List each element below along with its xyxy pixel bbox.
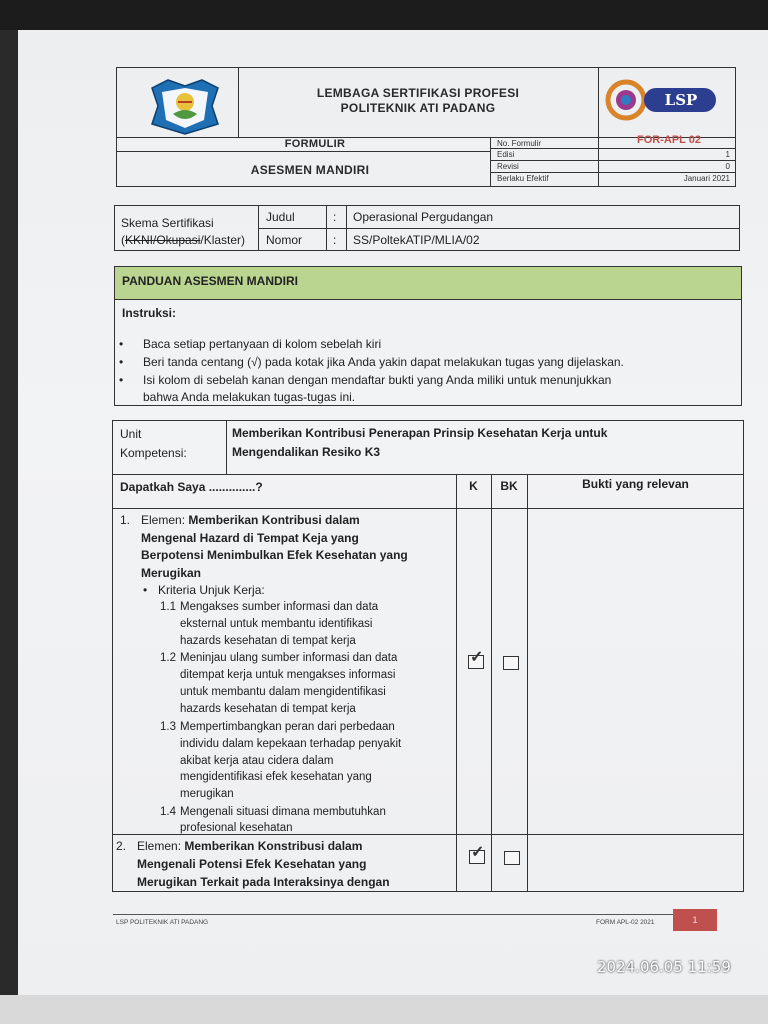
kuk-1-3-line3: akibat kerja atau cidera dalam xyxy=(180,755,334,767)
instruksi-label: Instruksi: xyxy=(122,306,177,320)
bullet-icon: • xyxy=(119,337,124,351)
check-mark-icon: ✓ xyxy=(471,844,485,861)
unit-label-line1: Unit xyxy=(120,427,142,441)
bullet-icon: • xyxy=(119,355,124,369)
bukti-column-header: Bukti yang relevan xyxy=(582,477,689,491)
politeknik-logo xyxy=(148,76,222,136)
instruction-item-1: Baca setiap pertanyaan di kolom sebelah kiri xyxy=(143,337,382,351)
bullet-icon: • xyxy=(143,583,148,597)
judul-colon: : xyxy=(333,210,337,224)
elemen-1-line1: Elemen: Memberikan Kontribusi dalam xyxy=(141,513,360,527)
footer-right-text: FORM APL-02 2021 xyxy=(596,919,655,926)
nomor-label: Nomor xyxy=(266,233,303,247)
elemen-1-line3: Berpotensi Menimbulkan Efek Kesehatan yang xyxy=(141,548,408,562)
kuk-1-3-line1: Mempertimbangkan peran dari perbedaan xyxy=(180,721,395,733)
kuk-1-2-line4: hazards kesehatan di tempat kerja xyxy=(180,703,356,715)
kuk-label: Kriteria Unjuk Kerja: xyxy=(158,583,265,597)
lsp-logo-text: LSP xyxy=(664,91,698,109)
edisi-value: 1 xyxy=(725,150,730,159)
panduan-title: PANDUAN ASESMEN MANDIRI xyxy=(122,274,299,288)
bullet-icon: • xyxy=(119,373,124,387)
org-name-line2: POLITEKNIK ATI PADANG xyxy=(340,101,496,115)
kuk-1-1-line3: hazards kesehatan di tempat kerja xyxy=(180,635,356,647)
elemen-2-line2: Mengenali Potensi Efek Kesehatan yang xyxy=(137,857,367,871)
instruction-item-3-cont: bahwa Anda melakukan tugas-tugas ini. xyxy=(143,390,356,404)
unit-label-line2: Kompetensi: xyxy=(120,446,187,460)
kuk-1-4-number: 1.4 xyxy=(160,806,176,818)
kuk-1-3-line4: mengidentifikasi efek kesehatan yang xyxy=(180,771,372,783)
elemen-1-number: 1. xyxy=(120,513,131,527)
kuk-1-2-line3: untuk membantu dalam mengidentifikasi xyxy=(180,686,386,698)
berlaku-label: Berlaku Efektif xyxy=(497,174,549,183)
kuk-1-1-number: 1.1 xyxy=(160,601,176,613)
judul-label: Judul xyxy=(266,210,295,224)
page-number-badge: 1 xyxy=(673,909,717,931)
form-title: ASESMEN MANDIRI xyxy=(250,163,370,177)
elemen-1-bk-checkbox[interactable] xyxy=(503,656,519,670)
kuk-1-2-line2: ditempat kerja untuk mengakses informasi xyxy=(180,669,396,681)
elemen-2-line3: Merugikan Terkait pada Interaksinya dengan xyxy=(137,875,390,889)
elemen-2-bk-checkbox[interactable] xyxy=(504,851,520,865)
kuk-1-1-line2: eksternal untuk membantu identifikasi xyxy=(180,618,373,630)
no-formulir-label: No. Formulir xyxy=(497,139,542,148)
k-column-header: K xyxy=(469,479,478,493)
elemen-2-line1: Elemen: Memberikan Konstribusi dalam xyxy=(137,839,363,853)
instruction-item-2: Beri tanda centang (√) pada kotak jika Anda yakin dapat melakukan tugas yang dijelaskan. xyxy=(143,355,624,369)
berlaku-value: Januari 2021 xyxy=(683,174,730,183)
kuk-1-4-line2: profesional kesehatan xyxy=(180,822,293,834)
elemen-1-bukti-cell[interactable] xyxy=(528,509,743,834)
kuk-1-2-number: 1.2 xyxy=(160,652,176,664)
kuk-1-3-line2: individu dalam kepekaan terhadap penyakit xyxy=(180,738,402,750)
skema-label-line1: Skema Sertifikasi xyxy=(121,216,214,230)
revisi-label: Revisi xyxy=(497,162,519,171)
kuk-1-3-line5: merugikan xyxy=(180,788,234,800)
kuk-1-2-line1: Meninjau ulang sumber informasi dan data xyxy=(180,652,398,664)
check-mark-icon: ✓ xyxy=(470,649,484,666)
form-code: FOR-APL 02 xyxy=(637,134,701,146)
skema-label-line2: (KKNI/Okupasi/Klaster) xyxy=(121,233,246,247)
judul-value: Operasional Pergudangan xyxy=(353,210,494,224)
elemen-1-line4: Merugikan xyxy=(141,566,202,580)
revisi-value: 0 xyxy=(725,162,730,171)
elemen-2-number: 2. xyxy=(116,839,127,853)
question-column-header: Dapatkah Saya ..............? xyxy=(120,480,263,494)
kuk-1-3-number: 1.3 xyxy=(160,721,176,733)
nomor-value: SS/PoltekATIP/MLIA/02 xyxy=(353,233,480,247)
footer-left-text: LSP POLITEKNIK ATI PADANG xyxy=(116,919,209,926)
photo-timestamp: 2024.06.05 11:59 xyxy=(597,958,731,976)
nomor-colon: : xyxy=(333,233,337,247)
unit-title-line2: Mengendalikan Resiko K3 xyxy=(232,445,381,459)
elemen-2-bukti-cell[interactable] xyxy=(528,835,743,891)
lsp-logo xyxy=(604,76,720,124)
form-label: FORMULIR xyxy=(284,138,346,150)
elemen-1-line2: Mengenal Hazard di Tempat Keja yang xyxy=(141,531,359,545)
kuk-1-4-line1: Mengenali situasi dimana membutuhkan xyxy=(180,806,386,818)
org-name-line1: LEMBAGA SERTIFIKASI PROFESI xyxy=(316,86,520,100)
edisi-label: Edisi xyxy=(497,150,515,159)
bk-column-header: BK xyxy=(500,479,518,493)
kuk-1-1-line1: Mengakses sumber informasi dan data xyxy=(180,601,379,613)
unit-title-line1: Memberikan Kontribusi Penerapan Prinsip Kesehatan Kerja untuk xyxy=(232,426,608,440)
instruction-item-3: Isi kolom di sebelah kanan dengan mendaftar bukti yang Anda miliki untuk menunjukkan xyxy=(143,373,612,387)
